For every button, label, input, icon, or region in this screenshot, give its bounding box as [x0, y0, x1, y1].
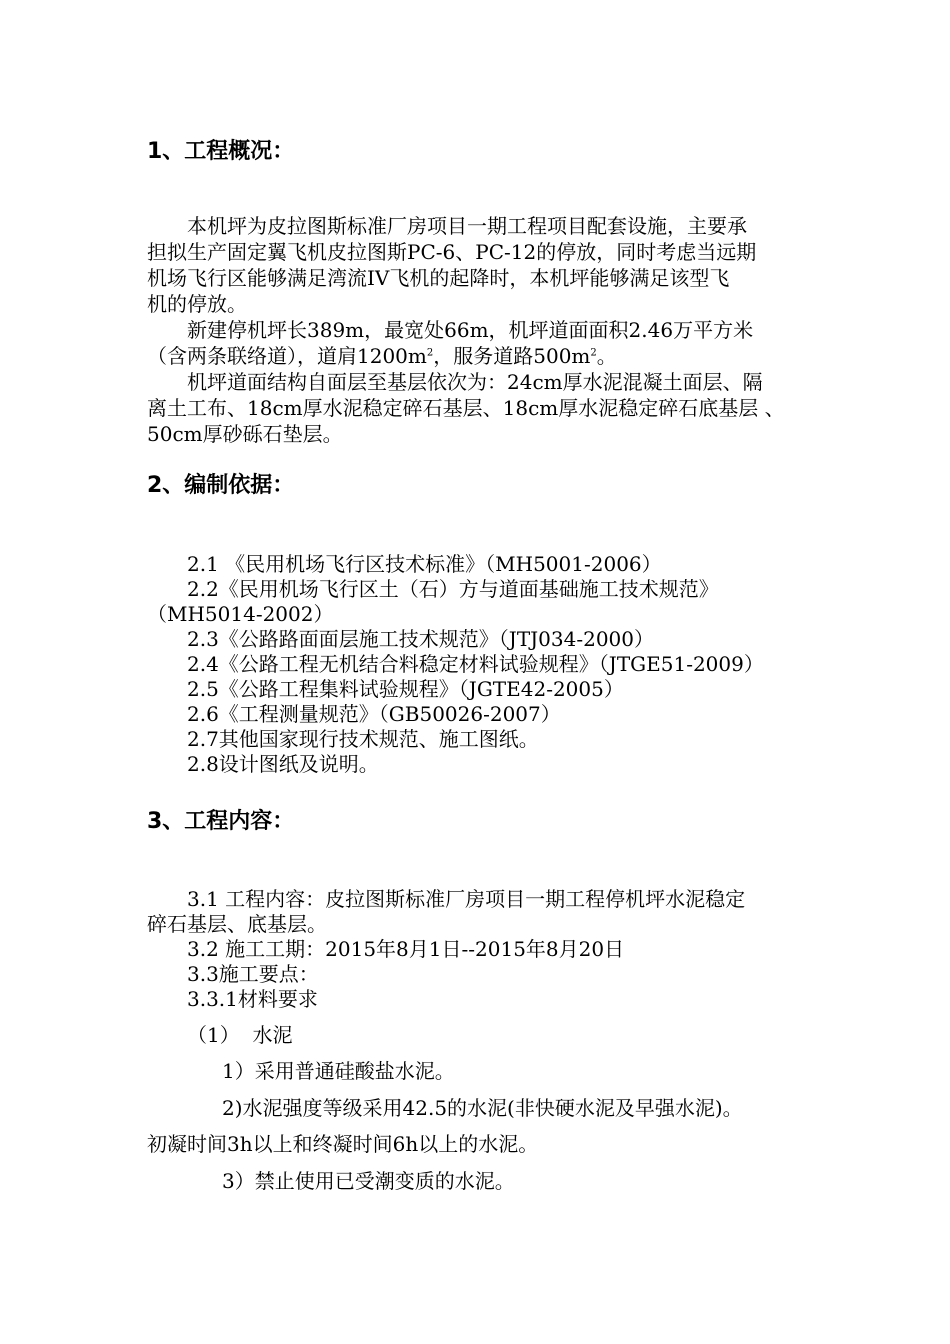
text-segment: 。 — [596, 344, 617, 368]
superscript: 2 — [426, 347, 434, 359]
paragraph-line: 3.3施工要点： — [187, 962, 319, 986]
paragraph-line: 机场飞行区能够满足湾流IV飞机的起降时，本机坪能够满足该型飞 — [147, 266, 730, 290]
sub-heading: （1） 水泥 — [187, 1023, 293, 1047]
paragraph-line — [147, 343, 617, 369]
paragraph-line: 3.3.1材料要求 — [187, 987, 318, 1011]
superscript: 2 — [590, 347, 597, 359]
list-item: 2.5《公路工程集料试验规程》（JGTE42-2005） — [187, 677, 624, 701]
text-segment: （含两条联络道），道肩1200m — [147, 344, 427, 368]
text-segment: ，服务道路500m — [433, 344, 591, 368]
list-item: 2.4《公路工程无机结合料稳定材料试验规程》（JTGE51-2009） — [187, 652, 764, 676]
paragraph-line: 3.2 施工工期：2015年8月1日--2015年8月20日 — [187, 937, 625, 961]
list-item: 2.3《公路路面面层施工技术规范》（JTJ034-2000） — [187, 627, 655, 651]
section-heading-3: 3、工程内容： — [147, 809, 295, 834]
list-item: 2.8设计图纸及说明。 — [187, 752, 379, 776]
paragraph-line: 离土工布、18cm厚水泥稳定碎石基层、18cm厚水泥稳定碎石底基层 、 — [147, 396, 785, 420]
list-item: 2.7其他国家现行技术规范、施工图纸。 — [187, 727, 539, 751]
paragraph-line: 新建停机坪长389m，最宽处66m，机坪道面面积2.46万平方米 — [187, 318, 754, 342]
paragraph-line: 碎石基层、底基层。 — [147, 912, 327, 936]
paragraph-line: 担拟生产固定翼飞机皮拉图斯PC-6、PC-12的停放，同时考虑当远期 — [147, 240, 757, 264]
paragraph-line: 机的停放。 — [147, 292, 247, 316]
section-heading-2: 2、编制依据： — [147, 473, 295, 498]
list-item: 2.2《民用机场飞行区土（石）方与道面基础施工技术规范》 — [187, 577, 719, 601]
list-item: 2)水泥强度等级采用42.5的水泥(非快硬水泥及早强水泥)。 — [222, 1096, 743, 1120]
paragraph-line: 3.1 工程内容：皮拉图斯标准厂房项目一期工程停机坪水泥稳定 — [187, 887, 746, 911]
list-item: 初凝时间3h以上和终凝时间6h以上的水泥。 — [147, 1132, 539, 1156]
list-item: 2.1 《民用机场飞行区技术标准》（MH5001-2006） — [187, 552, 662, 576]
paragraph-line: 本机坪为皮拉图斯标准厂房项目一期工程项目配套设施，主要承 — [187, 214, 747, 238]
list-item: （MH5014-2002） — [147, 602, 334, 626]
list-item: 2.6《工程测量规范》（GB50026-2007） — [187, 702, 561, 726]
paragraph-line: 50cm厚砂砾石垫层。 — [147, 422, 343, 446]
section-heading-1: 1、工程概况： — [147, 139, 295, 164]
list-item: 3）禁止使用已受潮变质的水泥。 — [222, 1169, 515, 1193]
list-item: 1）采用普通硅酸盐水泥。 — [222, 1059, 455, 1083]
paragraph-line: 机坪道面结构自面层至基层依次为：24cm厚水泥混凝土面层、隔 — [187, 370, 763, 394]
